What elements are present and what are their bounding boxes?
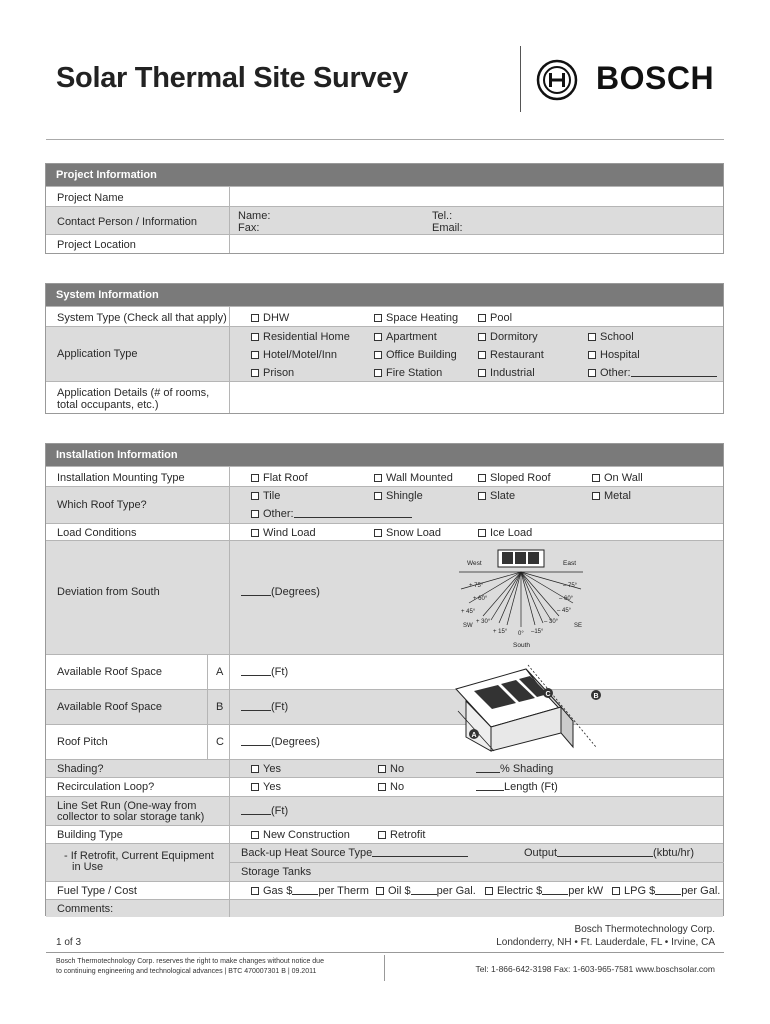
ice-load-checkbox[interactable]: Ice Load	[478, 527, 532, 539]
diagram-letter-c: C	[545, 691, 551, 698]
deviation-input[interactable]: (Degrees)	[241, 586, 320, 598]
retrofit-checkbox[interactable]: Retrofit	[378, 829, 425, 841]
project-location-input[interactable]	[230, 235, 724, 253]
details-label-1: Application Details (# of rooms,	[57, 387, 210, 399]
contact-name-field[interactable]: Name:	[238, 210, 271, 222]
mounting-type-row	[46, 466, 723, 486]
output-input[interactable]: Output (kbtu/hr)	[524, 847, 694, 859]
compass-diagram	[441, 547, 601, 651]
system-type-row	[46, 306, 723, 326]
residential-home-checkbox[interactable]: Residential Home	[251, 331, 350, 343]
system-type-label: System Type (Check all that apply)	[57, 312, 227, 324]
lpg-cost-input[interactable]: LPG $ per Gal.	[612, 885, 720, 897]
prison-checkbox[interactable]: Prison	[251, 367, 294, 379]
project-section	[45, 163, 724, 254]
wall-mounted-checkbox[interactable]: Wall Mounted	[374, 472, 453, 484]
project-name-row	[46, 186, 723, 206]
application-details-row	[46, 381, 723, 413]
contact-email-field[interactable]: Email:	[432, 222, 463, 234]
dormitory-checkbox[interactable]: Dormitory	[478, 331, 538, 343]
compass-south: South	[513, 642, 530, 649]
roof-space-a-input[interactable]: (Ft)	[241, 666, 288, 678]
shading-no-checkbox[interactable]: No	[378, 763, 404, 775]
house-diagram	[436, 649, 616, 759]
roof-type-row	[46, 486, 723, 523]
dhw-checkbox[interactable]: DHW	[251, 312, 289, 324]
comments-row	[46, 899, 723, 917]
shading-percent-input[interactable]: % Shading	[476, 763, 553, 775]
slate-checkbox[interactable]: Slate	[478, 490, 515, 502]
contact-row	[46, 206, 723, 234]
electric-cost-input[interactable]: Electric $ per kW	[485, 885, 603, 897]
bosch-logo-icon	[535, 58, 579, 102]
line-set-row	[46, 796, 723, 825]
fuel-type-label: Fuel Type / Cost	[57, 885, 137, 897]
project-name-label: Project Name	[57, 192, 124, 204]
compass-se: SE	[574, 623, 583, 629]
roof-type-label: Which Roof Type?	[57, 499, 147, 511]
tick-plus-60: + 60°	[473, 596, 488, 602]
mounting-type-label: Installation Mounting Type	[57, 472, 185, 484]
compass-east: East	[563, 560, 577, 567]
installation-heading: Installation Information	[46, 444, 723, 466]
line-set-label-1: Line Set Run (One-way from	[57, 800, 197, 812]
tick-plus-75: + 75°	[469, 583, 484, 589]
wind-load-checkbox[interactable]: Wind Load	[251, 527, 316, 539]
page-title: Solar Thermal Site Survey	[56, 62, 408, 94]
load-conditions-label: Load Conditions	[57, 527, 137, 539]
footer-company: Bosch Thermotechnology Corp.	[574, 924, 715, 935]
load-conditions-row	[46, 523, 723, 540]
building-type-row	[46, 825, 723, 843]
other-app-checkbox[interactable]: Other:	[588, 367, 717, 379]
flat-roof-checkbox[interactable]: Flat Roof	[251, 472, 308, 484]
recirculation-length-input[interactable]: Length (Ft)	[476, 781, 558, 793]
footer-rule	[46, 952, 724, 953]
brand-name: BOSCH	[596, 60, 715, 96]
footer-disclaimer-2: to continuing engineering and technological advances | BTC 470007301 B | 09.2011	[56, 968, 317, 975]
on-wall-checkbox[interactable]: On Wall	[592, 472, 643, 484]
gas-cost-input[interactable]: Gas $ per Therm	[251, 885, 369, 897]
tick-minus-45: – 45°	[557, 608, 572, 614]
letter-c: C	[216, 736, 224, 748]
tick-plus-45: + 45°	[461, 609, 476, 615]
tick-plus-15: + 15°	[493, 629, 508, 635]
shading-label: Shading?	[57, 763, 104, 775]
footer-locations: Londonderry, NH • Ft. Lauderdale, FL • Irvine, CA	[496, 937, 715, 948]
recirculation-row	[46, 777, 723, 796]
page-number: 1 of 3	[56, 937, 82, 948]
tick-minus-15: –15°	[531, 629, 544, 635]
line-set-label-2: collector to solar storage tank)	[57, 811, 205, 823]
space-heating-checkbox[interactable]: Space Heating	[374, 312, 458, 324]
application-type-label: Application Type	[57, 348, 138, 360]
diagram-letter-b: B	[593, 693, 599, 700]
contact-fax-field[interactable]: Fax:	[238, 222, 260, 234]
recirculation-no-checkbox[interactable]: No	[378, 781, 404, 793]
retrofit-equipment-row	[46, 843, 723, 881]
details-label-2: total occupants, etc.)	[57, 399, 159, 411]
tick-minus-60: – 60°	[559, 596, 574, 602]
roof-space-b-label: Available Roof Space	[57, 701, 162, 713]
application-details-input[interactable]	[230, 382, 724, 413]
compass-west: West	[467, 560, 482, 567]
building-type-label: Building Type	[57, 829, 123, 841]
roof-space-a-label: Available Roof Space	[57, 666, 162, 678]
new-construction-checkbox[interactable]: New Construction	[251, 829, 350, 841]
project-location-label: Project Location	[57, 239, 136, 251]
installation-section	[45, 443, 724, 916]
shading-yes-checkbox[interactable]: Yes	[251, 763, 281, 775]
footer-contact: Tel: 1-866-642-3198 Fax: 1-603-965-7581 www.boschsolar.com	[475, 964, 715, 974]
line-set-input[interactable]: (Ft)	[241, 805, 288, 817]
other-roof-checkbox[interactable]: Other:	[251, 508, 412, 520]
restaurant-checkbox[interactable]: Restaurant	[478, 349, 544, 361]
roof-pitch-input[interactable]: (Degrees)	[241, 736, 320, 748]
school-checkbox[interactable]: School	[588, 331, 634, 343]
tick-minus-30: – 30°	[544, 619, 559, 625]
diagram-letter-a: A	[471, 732, 477, 739]
retrofit-label-2: in Use	[72, 861, 104, 873]
roof-space-b-input[interactable]: (Ft)	[241, 701, 288, 713]
shading-row	[46, 759, 723, 777]
tick-plus-30: + 30°	[476, 619, 491, 625]
shingle-checkbox[interactable]: Shingle	[374, 490, 423, 502]
metal-checkbox[interactable]: Metal	[592, 490, 631, 502]
tick-minus-75: – 75°	[563, 583, 578, 589]
roof-pitch-label: Roof Pitch	[57, 736, 108, 748]
letter-a: A	[216, 666, 224, 678]
application-type-row	[46, 326, 723, 381]
comments-input[interactable]	[230, 900, 724, 917]
fuel-type-row	[46, 881, 723, 899]
pool-checkbox[interactable]: Pool	[478, 312, 512, 324]
letter-b: B	[216, 701, 224, 713]
fire-station-checkbox[interactable]: Fire Station	[374, 367, 442, 379]
recirculation-yes-checkbox[interactable]: Yes	[251, 781, 281, 793]
retrofit-label-1: - If Retrofit, Current Equipment	[64, 850, 214, 862]
compass-sw: SW	[463, 623, 473, 629]
hotel-checkbox[interactable]: Hotel/Motel/Inn	[251, 349, 337, 361]
snow-load-checkbox[interactable]: Snow Load	[374, 527, 441, 539]
contact-label: Contact Person / Information	[57, 216, 198, 228]
oil-cost-input[interactable]: Oil $ per Gal.	[376, 885, 476, 897]
backup-heat-input[interactable]: Back-up Heat Source Type	[241, 847, 468, 859]
recirculation-label: Recirculation Loop?	[57, 781, 155, 793]
system-heading: System Information	[46, 284, 723, 306]
contact-tel-field[interactable]: Tel.:	[432, 210, 453, 222]
header-divider	[520, 46, 521, 112]
footer-divider	[384, 955, 385, 981]
sloped-roof-checkbox[interactable]: Sloped Roof	[478, 472, 551, 484]
comments-label: Comments:	[57, 903, 114, 915]
header-rule	[46, 139, 724, 140]
hospital-checkbox[interactable]: Hospital	[588, 349, 640, 361]
tile-checkbox[interactable]: Tile	[251, 490, 280, 502]
project-name-input[interactable]	[230, 187, 724, 206]
deviation-row	[46, 540, 723, 654]
project-heading: Project Information	[46, 164, 723, 186]
office-building-checkbox[interactable]: Office Building	[374, 349, 457, 361]
apartment-checkbox[interactable]: Apartment	[374, 331, 437, 343]
industrial-checkbox[interactable]: Industrial	[478, 367, 535, 379]
roof-dimensions-block	[46, 654, 723, 759]
tick-zero: 0°	[518, 631, 524, 637]
system-section	[45, 283, 724, 414]
deviation-label: Deviation from South	[57, 586, 160, 598]
storage-tanks-label: Storage Tanks	[241, 866, 312, 878]
project-location-row	[46, 234, 723, 253]
footer-disclaimer-1: Bosch Thermotechnology Corp. reserves the right to make changes without notice due	[56, 958, 324, 965]
